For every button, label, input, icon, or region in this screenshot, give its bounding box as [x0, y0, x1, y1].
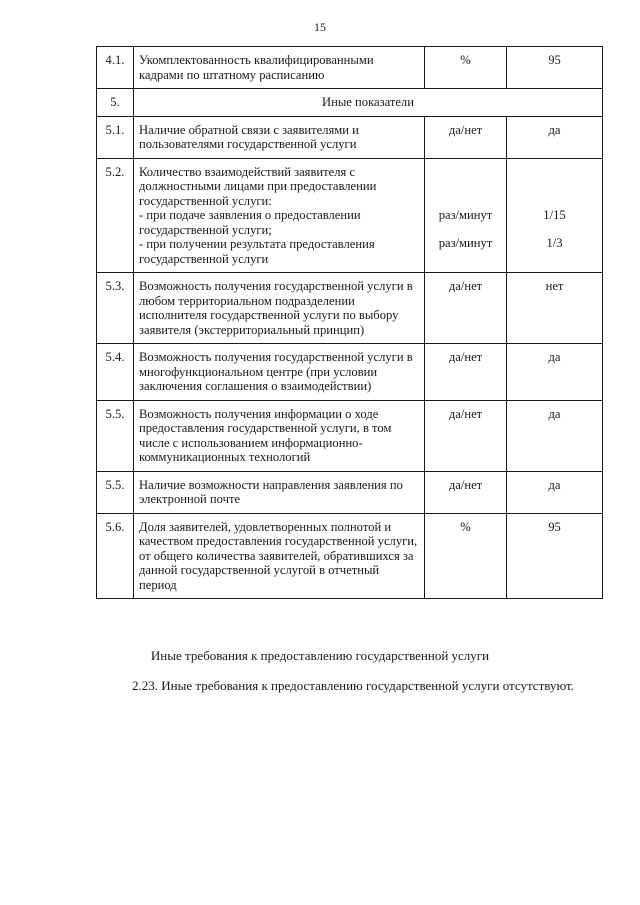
indicator-name: Доля заявителей, удовлетворенных полнотой и качеством предоставления государственной услуги, от общего количества заявителей, обратившихся за данной государственной услугой в отчетный период: [134, 513, 425, 599]
subitem-value: 1/3: [546, 236, 563, 250]
indicator-unit: да/нет: [425, 471, 507, 513]
indicator-unit: да/нет: [425, 344, 507, 401]
row-number: 5.: [97, 89, 134, 117]
row-number: 5.5.: [97, 471, 134, 513]
indicator-unit: [425, 158, 507, 273]
indicator-name: Наличие обратной связи с заявителями и пользователями государственной услуги: [134, 116, 425, 158]
indicator-value: 95: [507, 513, 603, 599]
indicator-unit: да/нет: [425, 400, 507, 471]
section-row: [97, 89, 603, 117]
row-number: 5.3.: [97, 273, 134, 344]
row-number: 5.2.: [97, 158, 134, 273]
table-row: [97, 400, 603, 471]
indicator-unit: %: [425, 513, 507, 599]
table-row: [97, 344, 603, 401]
indicator-name-main: Количество взаимодействий заявителя с должностными лицами при предоставлении государственной услуги:: [139, 164, 377, 208]
indicator-subitem: - при получении результата предоставления государственной услуги: [139, 237, 375, 266]
table-row: [97, 513, 603, 599]
table-row: [97, 116, 603, 158]
table-row: [97, 158, 603, 273]
indicator-name: Наличие возможности направления заявления по электронной почте: [134, 471, 425, 513]
indicators-table: [96, 46, 603, 599]
page-number: 15: [314, 20, 326, 34]
indicator-unit: %: [425, 47, 507, 89]
indicator-value: да: [507, 116, 603, 158]
indicator-name: Возможность получения государственной услуги в любом территориальном подразделении исполнителя государственной услуги по выбору заявителя (экстерриториальный принцип): [134, 273, 425, 344]
subitem-unit: раз/минут: [438, 207, 493, 222]
indicator-value: 95: [507, 47, 603, 89]
subitem-unit: раз/минут: [438, 236, 493, 250]
indicator-name: Возможность получения информации о ходе предоставления государственной услуги, в том числе с использованием информационно-коммуникационных технологий: [134, 400, 425, 471]
subitem-value: 1/15: [543, 207, 566, 222]
row-number: 5.4.: [97, 344, 134, 401]
row-number: 5.1.: [97, 116, 134, 158]
row-number: 5.6.: [97, 513, 134, 599]
indicator-name: Укомплектованность квалифицированными кадрами по штатному расписанию: [134, 47, 425, 89]
table-row: [97, 471, 603, 513]
indicator-unit: да/нет: [425, 116, 507, 158]
indicator-name: Возможность получения государственной услуги в многофункциональном центре (при условии заключения соглашения о взаимодействии): [134, 344, 425, 401]
indicator-subitem: - при подаче заявления о предоставлении государственной услуги;: [139, 208, 361, 237]
indicator-value: [507, 158, 603, 273]
indicator-name: [134, 158, 425, 273]
paragraph-2-23: 2.23. Иные требования к предоставлению государственной услуги отсутствуют.: [132, 678, 574, 693]
row-number: 4.1.: [97, 47, 134, 89]
indicator-value: да: [507, 471, 603, 513]
section-heading: Иные требования к предоставлению государственной услуги: [150, 648, 490, 663]
indicator-value: да: [507, 400, 603, 471]
indicator-value: да: [507, 344, 603, 401]
row-number: 5.5.: [97, 400, 134, 471]
indicator-unit: да/нет: [425, 273, 507, 344]
table-row: [97, 47, 603, 89]
section-title: Иные показатели: [134, 89, 603, 117]
table-row: [97, 273, 603, 344]
indicator-value: нет: [507, 273, 603, 344]
